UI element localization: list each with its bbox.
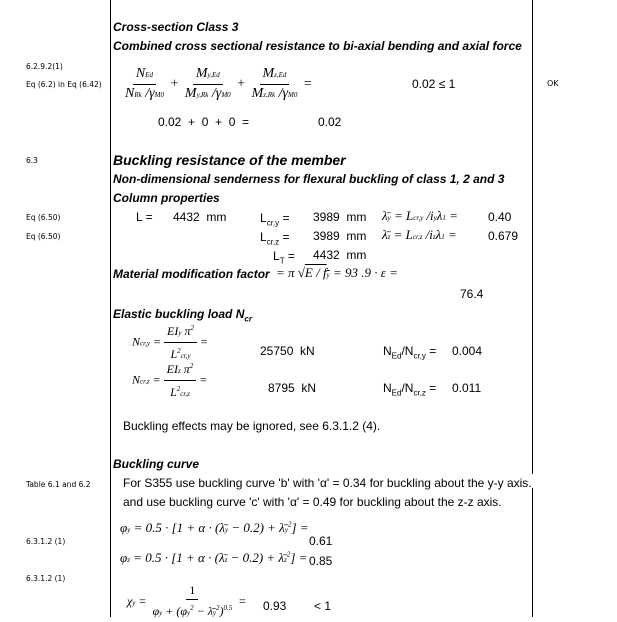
ncry-ratio-value: 0.004	[452, 344, 483, 358]
elastic-buckling-subscript: cr	[244, 314, 252, 324]
length-label: L =	[136, 210, 153, 224]
interaction-formula: $\frac{\text{NEd}}{\text{NRk /γM0}}$ + $\frac{My,Ed}{My,Rk /\gamma M0}$ + $\frac{Mz,Ed}{Mz,Rk /\gamma M0}$ =	[125, 66, 312, 101]
lambda-z-formula: λ̄z = Lcr,z /izλ1 =	[382, 227, 457, 242]
lcrz-value: 3989 mm	[313, 229, 367, 243]
buckling-note: Buckling effects may be ignored, see 6.3.1.2 (4).	[123, 419, 381, 433]
lcry-value: 3989 mm	[313, 210, 367, 224]
lt-subscript: T	[279, 256, 285, 266]
ref-clause: 6.3	[26, 156, 38, 165]
lcry-symbol: L	[260, 211, 267, 225]
lcrz-subscript: cr,z	[266, 237, 280, 247]
phi-z-value: 0.85	[309, 554, 333, 568]
lambda-y-formula: λ̄y = Lcr,y /iyλ1 =	[382, 208, 458, 223]
ref-clause: 6.3.1.2 (1)	[26, 574, 66, 583]
section-subtitle-combined: Combined cross sectional resistance to bi-axial bending and axial force	[113, 39, 522, 53]
ref-equation: Eq (6.50)	[26, 213, 61, 222]
ncry-value: 25750 kN	[260, 344, 315, 358]
ref-table: Table 6.1 and 6.2	[26, 480, 91, 489]
section-title-cross-section: Cross-section Class 3	[113, 20, 239, 34]
buckling-curve-line-2: and use buckling curve 'c' with 'α' = 0.49 for buckling about the z-z axis.	[123, 495, 502, 509]
ncry-ratio-label: $N_{Ed}/N_{cr,y}$ =	[383, 344, 437, 361]
sum-line: 0.02 + 0 + 0 =	[158, 115, 250, 129]
sum-result: 0.02	[318, 115, 342, 129]
material-factor-formula: = π √E / fy = 93 .9 · ε =	[276, 265, 398, 280]
buckling-curve-line-1: For S355 use buckling curve 'b' with 'α' = 0.34 for buckling about the y-y axis.	[123, 476, 532, 490]
lt-symbol: L	[273, 249, 280, 263]
material-factor-value: 76.4	[460, 287, 484, 301]
right-column-divider	[532, 0, 533, 617]
chi-y-check: < 1	[314, 599, 332, 613]
ncrz-value: 8795 kN	[268, 381, 317, 395]
ref-clause: 6.3.1.2 (1)	[26, 537, 66, 546]
lcry-subscript: cr,y	[266, 218, 280, 228]
lcry-label: $L_{cr,y}$ =	[260, 211, 290, 228]
lt-label: $L_T$ =	[273, 249, 295, 266]
left-column-divider	[110, 0, 111, 617]
lcrz-label: $L_{cr,z}$ =	[260, 230, 290, 247]
phi-y-formula: φy = 0.5 · [1 + α · (λ̄y − $0.2) + \lambdāy^2$] =	[120, 520, 309, 535]
phi-z-formula: φz = 0.5 · [1 + α · (λ̄z − $0.2) + \lambdāz^2$] =	[120, 550, 308, 565]
ncrz-formula: Ncr,z = $\frac{EIz \pi^2}{L^2cr,z}$ =	[132, 358, 207, 403]
ncrz-ratio-label: $N_{Ed}/N_{cr,z}$ =	[383, 381, 437, 398]
buckling-curve-title: Buckling curve	[113, 457, 200, 471]
material-factor-label: Material modification factor	[113, 267, 270, 281]
section-subtitle-slenderness: Non-dimensional senderness for flexural buckling of class 1, 2 and 3	[113, 172, 505, 186]
lambda-y-value: 0.40	[488, 210, 512, 224]
elastic-buckling-text: Elastic buckling load N	[113, 307, 245, 321]
column-properties-label: Column properties	[113, 191, 220, 205]
ncry-formula: Ncr,y = $\frac{EIy \pi^2}{L^2cr,y}$ =	[132, 320, 208, 365]
section-title-buckling: Buckling resistance of the member	[113, 152, 346, 168]
chi-y-value: 0.93	[263, 599, 287, 613]
phi-y-value: 0.61	[309, 534, 333, 548]
lcrz-symbol: L	[260, 230, 267, 244]
ref-clause: 6.2.9.2(1)	[26, 62, 63, 71]
length-value: 4432 mm	[173, 210, 227, 224]
ref-equation: Eq (6.50)	[26, 232, 61, 241]
ref-equation: Eq (6.2) in Eq (6.42)	[26, 80, 102, 89]
lambda-z-value: 0.679	[488, 229, 519, 243]
status-ok: OK	[547, 79, 559, 88]
lt-value: 4432 mm	[313, 248, 367, 262]
chi-y-formula: χy = $\frac{1}{\varphi y + (\varphi y^2 - \lambdāy^2)^{0.5}}$ =	[127, 583, 247, 618]
interaction-result: 0.02 ≤ 1	[412, 77, 456, 91]
ncrz-ratio-value: 0.011	[452, 381, 482, 395]
